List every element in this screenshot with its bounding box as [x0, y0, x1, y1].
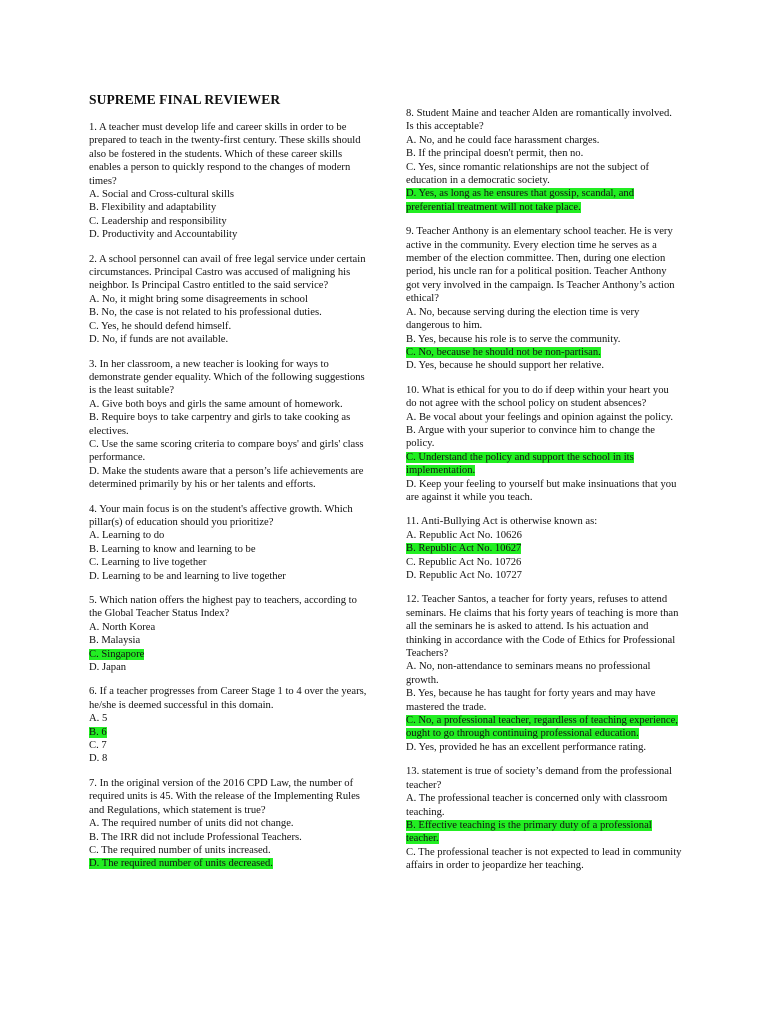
- answer-option: [406, 542, 682, 555]
- left-column: [89, 121, 367, 882]
- answer-option: [89, 201, 367, 214]
- answer-option-text: C. The required number of units increased.: [89, 844, 271, 856]
- answer-option: [406, 451, 682, 478]
- answer-option: [89, 306, 367, 319]
- highlighted-answer: B. Effective teaching is the primary duty of a professional teacher.: [406, 819, 652, 845]
- answer-option-text: B. Require boys to take carpentry and girls to take cooking as electives.: [89, 412, 351, 437]
- answer-option: [89, 857, 367, 870]
- question-stem: 12. Teacher Santos, a teacher for forty years, refuses to attend seminars. He claims that his forty years of teaching is more than all the seminars he is asked to attend. Is his actuation and thinking in accordance with the Code of Ethics for Professional Teachers?: [406, 594, 679, 660]
- question-block: [89, 358, 367, 492]
- answer-option: [406, 411, 682, 424]
- answer-option-text: A. The professional teacher is concerned only with classroom teaching.: [406, 793, 668, 818]
- answer-option-text: C. Yes, he should defend himself.: [89, 320, 232, 332]
- question-block: [406, 225, 682, 372]
- answer-option: [406, 556, 682, 569]
- answer-option: [89, 752, 367, 765]
- answer-option: [89, 844, 367, 857]
- question-block: [89, 253, 367, 347]
- answer-option-text: A. No, non-attendance to seminars means no professional growth.: [406, 661, 651, 686]
- highlighted-answer: D. The required number of units decreased.: [89, 858, 273, 870]
- answer-option: [406, 819, 682, 846]
- answer-option: [89, 188, 367, 201]
- highlighted-answer: B. Republic Act No. 10627: [406, 543, 522, 555]
- answer-option-text: D. Productivity and Accountability: [89, 229, 238, 241]
- document-title: SUPREME FINAL REVIEWER: [89, 92, 281, 107]
- answer-option: [89, 543, 367, 556]
- answer-option-text: C. 7: [89, 740, 107, 752]
- question-stem: 6. If a teacher progresses from Career Stage 1 to 4 over the years, he/she is deemed successful in this domain.: [89, 686, 367, 711]
- answer-option: [406, 569, 682, 582]
- answer-option: [406, 792, 682, 819]
- answer-option: [89, 726, 367, 739]
- answer-option: [89, 712, 367, 725]
- question-block: [89, 777, 367, 871]
- answer-option: [89, 634, 367, 647]
- highlighted-answer: C. Understand the policy and support the school in its implementation.: [406, 451, 634, 477]
- answer-option-text: C. The professional teacher is not expected to lead in community affairs in order to jeopardize her teaching.: [406, 846, 682, 872]
- answer-option-text: D. Make the students aware that a person’s life achievements are determined primarily by his or her talents and efforts.: [89, 465, 364, 491]
- question-stem: 13. statement is true of society’s demand from the professional teacher?: [406, 766, 672, 791]
- question-block: [406, 515, 682, 582]
- answer-option-text: A. Republic Act No. 10626: [406, 529, 522, 541]
- answer-option: [89, 320, 367, 333]
- question-stem: 2. A school personnel can avail of free legal service under certain circumstances. Principal Castro was accused of maligning his neighbor. Is Principal Castro entitled to the said service?: [89, 253, 366, 292]
- answer-option-text: D. Japan: [89, 662, 127, 674]
- answer-option: [406, 478, 682, 505]
- answer-option: [406, 346, 682, 359]
- highlighted-answer: D. Yes, as long as he ensures that gossip, scandal, and preferential treatment will not take place.: [406, 188, 635, 213]
- answer-option: [406, 161, 682, 188]
- question-stem: 11. Anti-Bullying Act is otherwise known as:: [406, 516, 598, 528]
- question-block: [406, 593, 682, 754]
- answer-option: [406, 687, 682, 714]
- answer-option: [406, 187, 682, 214]
- answer-option-text: A. Social and Cross-cultural skills: [89, 189, 235, 201]
- highlighted-answer: C. Singapore: [89, 648, 145, 660]
- answer-option: [406, 846, 682, 873]
- answer-option: [406, 333, 682, 346]
- question-stem: 1. A teacher must develop life and career skills in order to be prepared to teach in the twenty-first century. These skills should also be fostered in the students. Which of these career skills enables a person to quickly respond to the changes of modern times?: [89, 122, 361, 187]
- answer-option: [89, 570, 367, 583]
- answer-option-text: D. Keep your feeling to yourself but make insinuations that you are against it while you teach.: [406, 478, 677, 503]
- answer-option-text: D. Yes, because he should support her relative.: [406, 360, 605, 372]
- answer-option: [406, 741, 682, 754]
- answer-option-text: A. No, it might bring some disagreements in school: [89, 293, 308, 305]
- answer-option: [89, 648, 367, 661]
- answer-option-text: D. Yes, provided he has an excellent performance rating.: [406, 741, 647, 753]
- answer-option-text: B. Learning to know and learning to be: [89, 543, 256, 555]
- answer-option-text: B. The IRR did not include Professional Teachers.: [89, 831, 302, 843]
- answer-option-text: A. Learning to do: [89, 530, 165, 542]
- answer-option: [406, 714, 682, 741]
- answer-option: [89, 831, 367, 844]
- right-column: [406, 107, 682, 884]
- answer-option: [89, 398, 367, 411]
- answer-option: [89, 438, 367, 465]
- answer-option: [89, 556, 367, 569]
- answer-option: [406, 147, 682, 160]
- answer-option-text: B. Yes, because his role is to serve the community.: [406, 333, 621, 345]
- question-block: [406, 107, 682, 214]
- answer-option-text: D. Learning to be and learning to live together: [89, 570, 286, 582]
- question-stem: 9. Teacher Anthony is an elementary school teacher. He is very active in the community. Every election time he serves as a member of the election committee. Then, during one election period, his uncle ran for a political position. Teacher Anthony got very involved in the campaign. Is Teacher Anthony’s action ethical?: [406, 226, 675, 305]
- answer-option-text: C. Yes, since romantic relationships are not the subject of education in a democratic society.: [406, 161, 650, 187]
- question-block: [89, 503, 367, 583]
- answer-option: [89, 293, 367, 306]
- highlighted-answer: B. 6: [89, 726, 107, 738]
- answer-option-text: D. 8: [89, 753, 108, 765]
- answer-option-text: A. Be vocal about your feelings and opinion against the policy.: [406, 411, 674, 423]
- answer-option: [406, 134, 682, 147]
- answer-option: [406, 306, 682, 333]
- answer-option-text: B. Yes, because he has taught for forty years and may have mastered the trade.: [406, 688, 656, 713]
- answer-option: [89, 529, 367, 542]
- answer-option: [89, 465, 367, 492]
- answer-option: [89, 228, 367, 241]
- answer-option-text: C. Use the same scoring criteria to compare boys' and girls' class performance.: [89, 438, 364, 464]
- answer-option: [89, 739, 367, 752]
- question-block: [89, 121, 367, 242]
- answer-option-text: C. Learning to live together: [89, 557, 207, 569]
- answer-option-text: D. Republic Act No. 10727: [406, 570, 522, 581]
- answer-option-text: D. No, if funds are not available.: [89, 334, 229, 346]
- question-block: [89, 594, 367, 674]
- question-block: [406, 384, 682, 505]
- answer-option: [89, 661, 367, 674]
- answer-option-text: A. The required number of units did not change.: [89, 818, 294, 830]
- answer-option: [89, 817, 367, 830]
- answer-option: [406, 660, 682, 687]
- question-stem: 5. Which nation offers the highest pay to teachers, according to the Global Teacher Status Index?: [89, 595, 357, 620]
- answer-option: [89, 621, 367, 634]
- answer-option: [89, 215, 367, 228]
- question-stem: 4. Your main focus is on the student's affective growth. Which pillar(s) of education should you prioritize?: [89, 503, 353, 528]
- answer-option-text: B. Argue with your superior to convince him to change the policy.: [406, 424, 655, 450]
- answer-option-text: A. No, and he could face harassment charges.: [406, 134, 600, 146]
- answer-option-text: A. Give both boys and girls the same amount of homework.: [89, 398, 343, 410]
- question-stem: 10. What is ethical for you to do if deep within your heart you do not agree with the school policy on student absences?: [406, 384, 669, 410]
- answer-option-text: B. No, the case is not related to his professional duties.: [89, 307, 322, 319]
- question-stem: 3. In her classroom, a new teacher is looking for ways to demonstrate gender equality. Which of the following suggestions is the least suitable?: [89, 358, 365, 397]
- answer-option: [406, 529, 682, 542]
- answer-option-text: B. Malaysia: [89, 635, 141, 647]
- question-block: [89, 685, 367, 765]
- answer-option-text: B. Flexibility and adaptability: [89, 202, 217, 214]
- answer-option: [406, 424, 682, 451]
- answer-option-text: C. Republic Act No. 10726: [406, 556, 522, 568]
- highlighted-answer: C. No, because he should not be non-partisan.: [406, 346, 601, 358]
- question-block: [406, 765, 682, 872]
- question-stem: 8. Student Maine and teacher Alden are romantically involved. Is this acceptable?: [406, 108, 672, 133]
- question-stem: 7. In the original version of the 2016 CPD Law, the number of required units is 45. With the release of the Implementing Rules and Regulations, which statement is true?: [89, 777, 360, 816]
- answer-option: [89, 333, 367, 346]
- answer-option-text: B. If the principal doesn't permit, then no.: [406, 148, 584, 160]
- answer-option: [406, 359, 682, 372]
- answer-option-text: C. Leadership and responsibility: [89, 215, 227, 227]
- answer-option-text: A. 5: [89, 713, 108, 725]
- highlighted-answer: C. No, a professional teacher, regardless of teaching experience, ought to go through continuing professional education.: [406, 715, 678, 740]
- answer-option: [89, 411, 367, 438]
- answer-option-text: A. No, because serving during the election time is very dangerous to him.: [406, 306, 640, 332]
- answer-option-text: A. North Korea: [89, 621, 156, 633]
